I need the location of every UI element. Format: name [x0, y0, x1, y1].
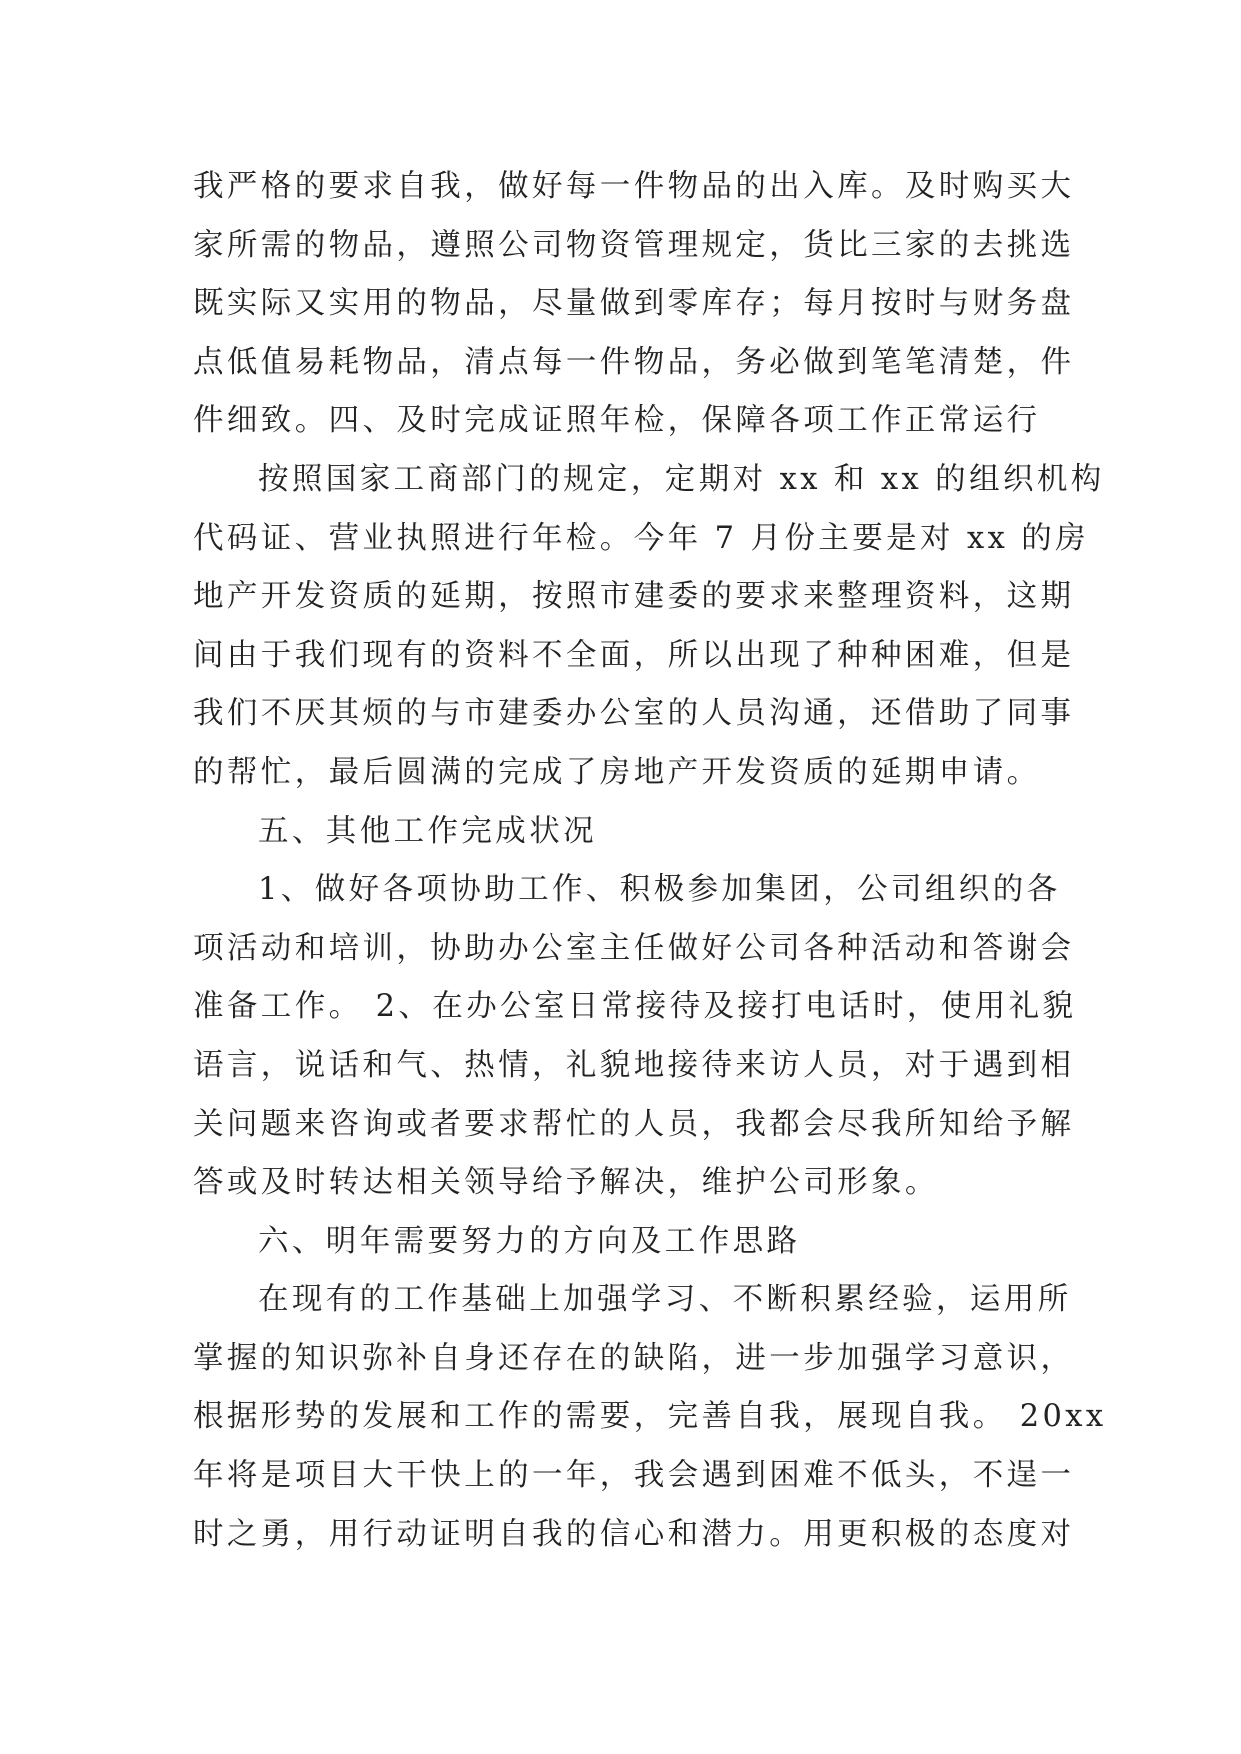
text-line: 年将是项目大干快上的一年，我会遇到困难不低头，不逞一 [193, 1458, 1075, 1494]
text-line: 家所需的物品，遵照公司物资管理规定，货比三家的去挑选 [193, 227, 1075, 263]
text-line: 件细致。四、及时完成证照年检，保障各项工作正常运行 [193, 403, 1041, 439]
text-line: 准备工作。 2、在办公室日常接待及接打电话时，使用礼貌 [193, 989, 1077, 1025]
text-line: 掌握的知识弥补自身还存在的缺陷，进一步加强学习意识， [193, 1340, 1075, 1376]
paragraph-first-line: 按照国家工商部门的规定，定期对 xx 和 xx 的组织机构 [258, 461, 1105, 497]
document-body [193, 158, 1107, 1564]
text-line: 代码证、营业执照进行年检。今年 7 月份主要是对 xx 的房 [193, 520, 1090, 556]
section-heading: 六、明年需要努力的方向及工作思路 [258, 1223, 801, 1259]
text-line: 我们不厌其烦的与市建委办公室的人员沟通，还借助了同事 [193, 696, 1075, 732]
text-line: 根据形势的发展和工作的需要，完善自我，展现自我。 20xx [193, 1399, 1107, 1435]
paragraph-first-line: 1、做好各项协助工作、积极参加集团，公司组织的各 [258, 872, 1061, 908]
paragraph-first-line: 在现有的工作基础上加强学习、不断积累经验，运用所 [258, 1282, 1072, 1318]
text-line: 的帮忙，最后圆满的完成了房地产开发资质的延期申请。 [193, 754, 1041, 790]
text-line: 语言，说话和气、热情，礼貌地接待来访人员，对于遇到相 [193, 1047, 1075, 1083]
text-line: 答或及时转达相关领导给予解决，维护公司形象。 [193, 1165, 939, 1201]
text-line: 关问题来咨询或者要求帮忙的人员，我都会尽我所知给予解 [193, 1106, 1075, 1142]
text-line: 点低值易耗物品，清点每一件物品，务必做到笔笔清楚，件 [193, 344, 1075, 380]
text-line: 地产开发资质的延期，按照市建委的要求来整理资料，这期 [193, 579, 1075, 615]
text-line: 我严格的要求自我，做好每一件物品的出入库。及时购买大 [193, 169, 1075, 204]
text-line: 项活动和培训，协助办公室主任做好公司各种活动和答谢会 [193, 930, 1075, 966]
text-line: 时之勇，用行动证明自我的信心和潜力。用更积极的态度对 [193, 1516, 1075, 1552]
section-heading: 五、其他工作完成状况 [258, 813, 597, 849]
text-line: 既实际又实用的物品，尽量做到零库存；每月按时与财务盘 [193, 286, 1075, 322]
text-line: 间由于我们现有的资料不全面，所以出现了种种困难，但是 [193, 637, 1075, 673]
